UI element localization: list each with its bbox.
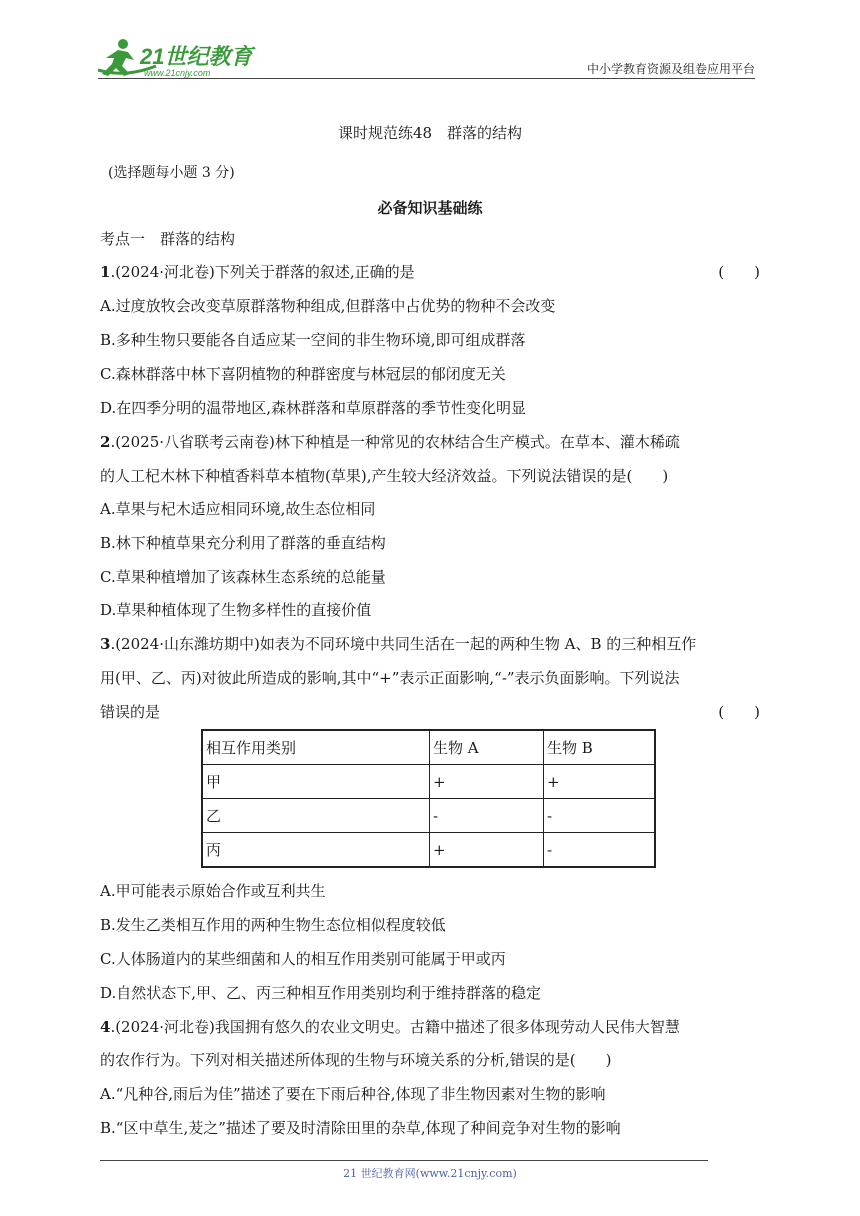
- table-header-cell: 生物 B: [544, 730, 656, 765]
- logo-text: 21世纪教育: [140, 44, 253, 69]
- footer-link[interactable]: 21 世纪教育网(www.21cnjy.com): [343, 1167, 517, 1180]
- header-platform-text: 中小学教育资源及组卷应用平台: [586, 62, 755, 76]
- table-header-cell: 生物 A: [430, 730, 544, 765]
- question-3-stem: 3.(2024·山东潍坊期中)如表为不同环境中共同生活在一起的两种生物 A、B 的三种相互作: [100, 635, 697, 653]
- scoring-note: (选择题每小题 3 分): [108, 165, 235, 181]
- question-4-stem-cont: 的农作行为。下列对相关描述所体现的生物与环境关系的分析,错误的是( ): [100, 1051, 612, 1069]
- table-cell: +: [430, 765, 544, 799]
- question-2-stem: 2.(2025·八省联考云南卷)林下种植是一种常见的农林结合生产模式。在草本、灌木稀疏: [100, 433, 680, 451]
- option-c: C.人体肠道内的某些细菌和人的相互作用类别可能属于甲或丙: [100, 950, 506, 968]
- option-c: C.草果种植增加了该森林生态系统的总能量: [100, 568, 386, 586]
- answer-blank: ( ): [718, 263, 760, 281]
- table-cell: -: [430, 799, 544, 833]
- table-cell: -: [544, 833, 656, 868]
- table-row: [202, 799, 655, 833]
- interaction-table: [201, 729, 656, 868]
- table-header-row: [202, 730, 655, 765]
- table-cell: -: [544, 799, 656, 833]
- option-a: A.草果与杞木适应相同环境,故生态位相同: [100, 500, 376, 518]
- table-row: [202, 765, 655, 799]
- question-3-stem-cont: 用(甲、乙、丙)对彼此所造成的影响,其中“+”表示正面影响,“-”表示负面影响。下列说法: [100, 669, 680, 687]
- site-logo[interactable]: [96, 36, 261, 82]
- table-cell: 丙: [202, 833, 430, 868]
- page-title: 课时规范练48 群落的结构: [337, 124, 523, 142]
- footer-divider: [100, 1160, 708, 1161]
- option-b: B.林下种植草果充分利用了群落的垂直结构: [100, 534, 386, 552]
- question-4-stem: 4.(2024·河北卷)我国拥有悠久的农业文明史。古籍中描述了很多体现劳动人民伟大智慧: [100, 1018, 680, 1036]
- option-b: B.多种生物只要能各自适应某一空间的非生物环境,即可组成群落: [100, 331, 526, 349]
- option-d: D.草果种植体现了生物多样性的直接价值: [100, 601, 372, 619]
- question-number: 3: [100, 635, 111, 653]
- option-a: A.过度放牧会改变草原群落物种组成,但群落中占优势的物种不会改变: [100, 297, 556, 315]
- option-a: A.甲可能表示原始合作或互利共生: [100, 882, 326, 900]
- option-b: B.发生乙类相互作用的两种生物生态位相似程度较低: [100, 916, 446, 934]
- question-3-stem-end: 错误的是: [100, 703, 161, 721]
- table-row: [202, 833, 655, 868]
- question-number: 2: [100, 433, 111, 451]
- section-heading: 必备知识基础练: [377, 199, 483, 217]
- table-cell: +: [430, 833, 544, 868]
- question-number: 4: [100, 1018, 111, 1036]
- table-cell: 乙: [202, 799, 430, 833]
- option-c: C.森林群落中林下喜阴植物的种群密度与林冠层的郁闭度无关: [100, 365, 506, 383]
- option-d: D.自然状态下,甲、乙、丙三种相互作用类别均利于维持群落的稳定: [100, 984, 542, 1002]
- header-divider: [98, 78, 755, 79]
- question-1-stem: 1.(2024·河北卷)下列关于群落的叙述,正确的是: [100, 263, 415, 281]
- answer-blank: ( ): [718, 703, 760, 721]
- question-2-stem-cont: 的人工杞木林下种植香料草本植物(草果),产生较大经济效益。下列说法错误的是( ): [100, 467, 669, 485]
- option-a: A.“凡种谷,雨后为佳”描述了要在下雨后种谷,体现了非生物因素对生物的影响: [100, 1085, 606, 1103]
- table-header-cell: 相互作用类别: [202, 730, 430, 765]
- topic-heading: 考点一 群落的结构: [100, 230, 236, 248]
- table-cell: +: [544, 765, 656, 799]
- logo-url: www.21cnjy.com: [144, 68, 211, 78]
- option-d: D.在四季分明的温带地区,森林群落和草原群落的季节性变化明显: [100, 399, 527, 417]
- runner-logo-icon: [96, 36, 261, 82]
- question-number: 1: [100, 263, 111, 281]
- table-cell: 甲: [202, 765, 430, 799]
- option-b: B.“区中草生,茇之”描述了要及时清除田里的杂草,体现了种间竞争对生物的影响: [100, 1119, 621, 1137]
